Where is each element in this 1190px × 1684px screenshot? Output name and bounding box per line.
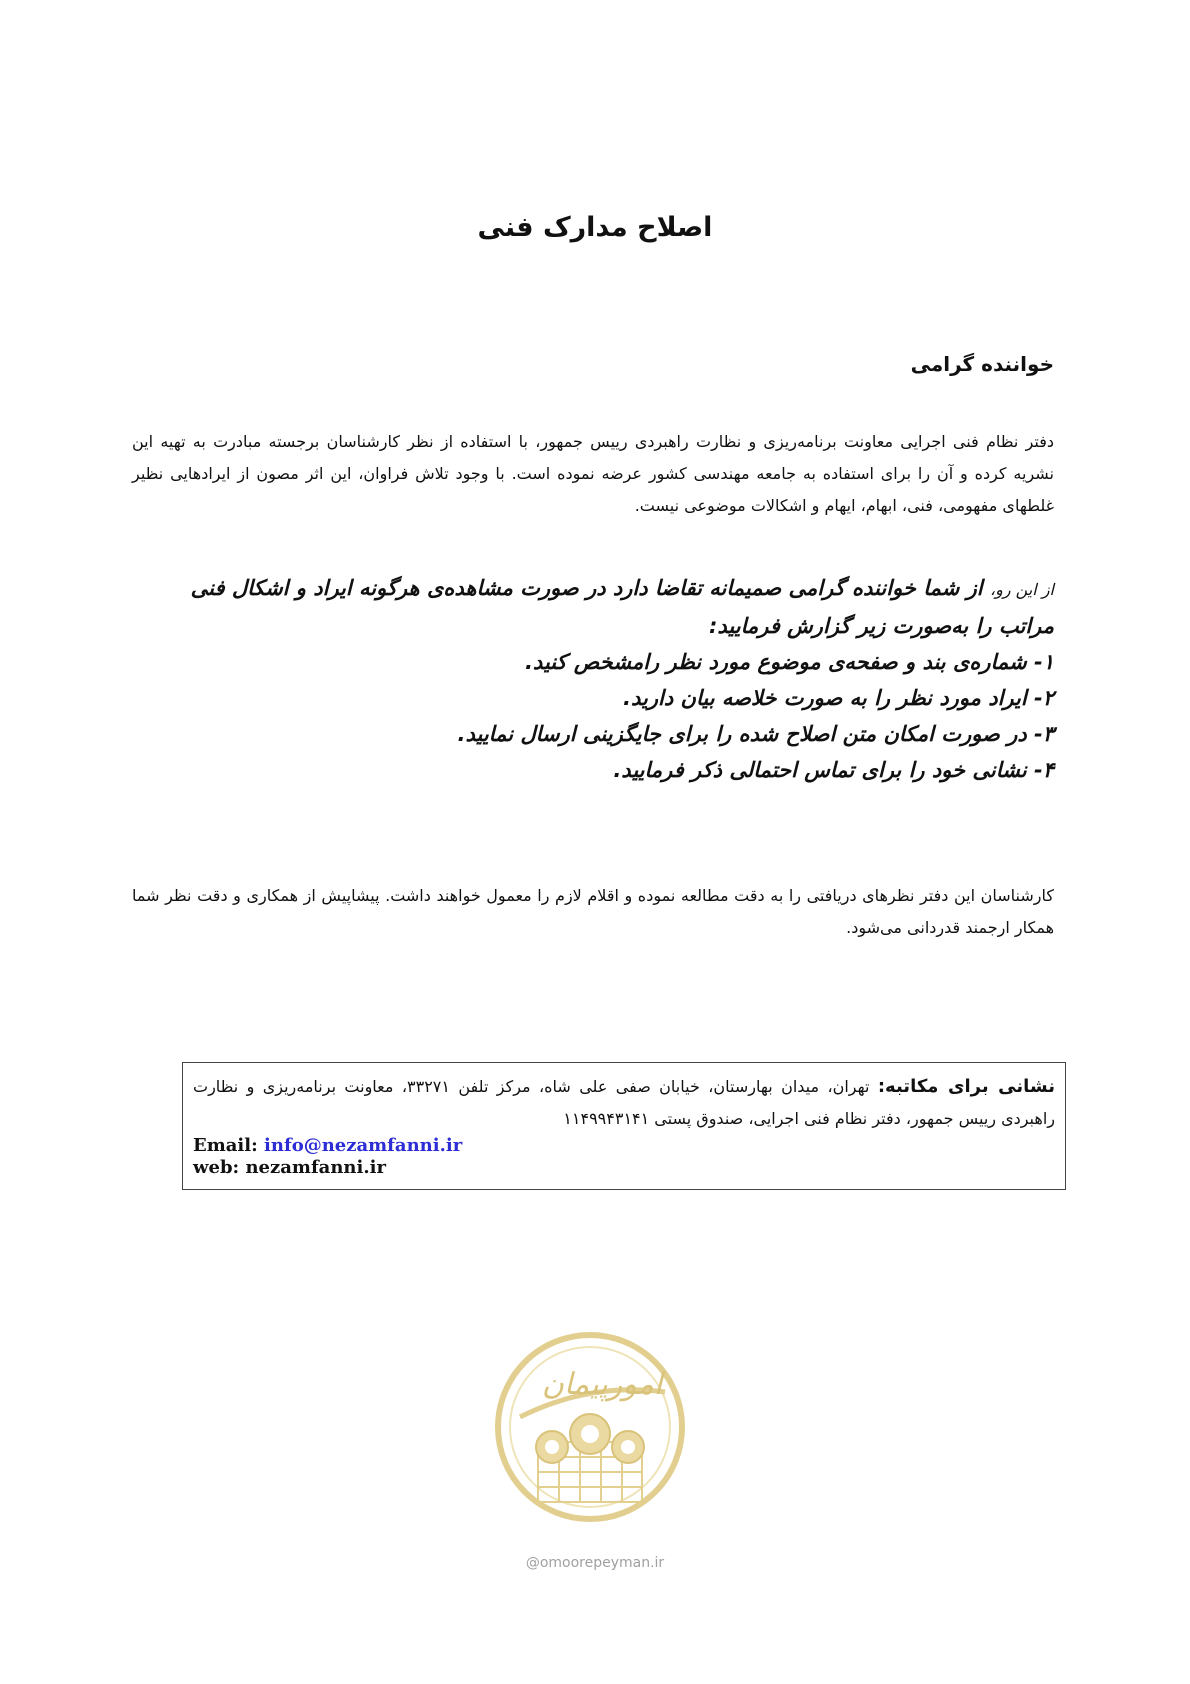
email-line (193, 1135, 1055, 1157)
omoor-peyman-logo-icon (490, 1322, 690, 1532)
address-text: تهران، میدان بهارستان، خیابان صفی علی شاه، مرکز تلفن ۳۳۲۷۱، معاونت برنامه‌ریزی و نظارت راهبردی رییس جمهور، دفتر نظام فنی اجرایی، صندوق پستی ۱۱۴۹۹۴۳۱۴۱ (193, 1077, 1055, 1128)
logo (490, 1322, 690, 1532)
salutation: خواننده گرامی (910, 352, 1054, 376)
request-item-1: ۱- شماره‌ی بند و صفحه‌ی موضوع مورد نظر رامشخص کنید. (524, 650, 1054, 674)
page-title: اصلاح مدارک فنی (477, 212, 713, 243)
web-link[interactable]: nezamfanni.ir (245, 1157, 386, 1178)
email-label: Email: (193, 1135, 258, 1156)
request-body: از شما خواننده گرامی صمیمانه تقاضا دارد در صورت مشاهده‌ی هرگونه ایراد و اشکال فنی مراتب را به‌صورت زیر گزارش فرمایید: (190, 576, 1054, 638)
address-label: نشانی برای مکاتبه: (877, 1076, 1055, 1097)
request-item-3: ۳- در صورت امکان متن اصلاح شده را برای جایگزینی ارسال نمایید. (457, 722, 1054, 746)
request-item-4: ۴- نشانی خود را برای تماس احتمالی ذکر فرمایید. (613, 758, 1054, 782)
closing-paragraph: کارشناسان این دفتر نظرهای دریافتی را به دقت مطالعه نموده و اقلام لازم را معمول خواهند داشت. پیشاپیش از همکاری و دقت نظر شما همکار ارجمند قدردانی می‌شود. (132, 886, 1054, 937)
address-box (182, 1062, 1066, 1190)
request-section (132, 570, 1054, 788)
intro-paragraph: دفتر نظام فنی اجرایی معاونت برنامه‌ریزی و نظارت راهبردی رییس جمهور، با استفاده از نظر کارشناسان برجسته مبادرت به تهیه این نشریه کرده و آن را برای استفاده به جامعه مهندسی کشور عرضه نموده است. با وجود تلاش فراوان، این اثر مصون از ایرادهایی نظیر غلطهای مفهومی، فنی، ابهام، ایهام و اشکالات موضوعی نیست. (132, 432, 1054, 515)
logo-lettering: امورپیمان (541, 1367, 663, 1402)
watermark-text: @omoorepeyman.ir (525, 1555, 665, 1571)
request-lead: از این رو، (989, 580, 1054, 599)
email-link[interactable]: info@nezamfanni.ir (264, 1135, 463, 1156)
address-text-block (193, 1071, 1055, 1135)
web-line (193, 1157, 1055, 1179)
request-item-2: ۲- ایراد مورد نظر را به صورت خلاصه بیان دارید. (623, 686, 1054, 710)
web-label: web: (193, 1157, 240, 1178)
